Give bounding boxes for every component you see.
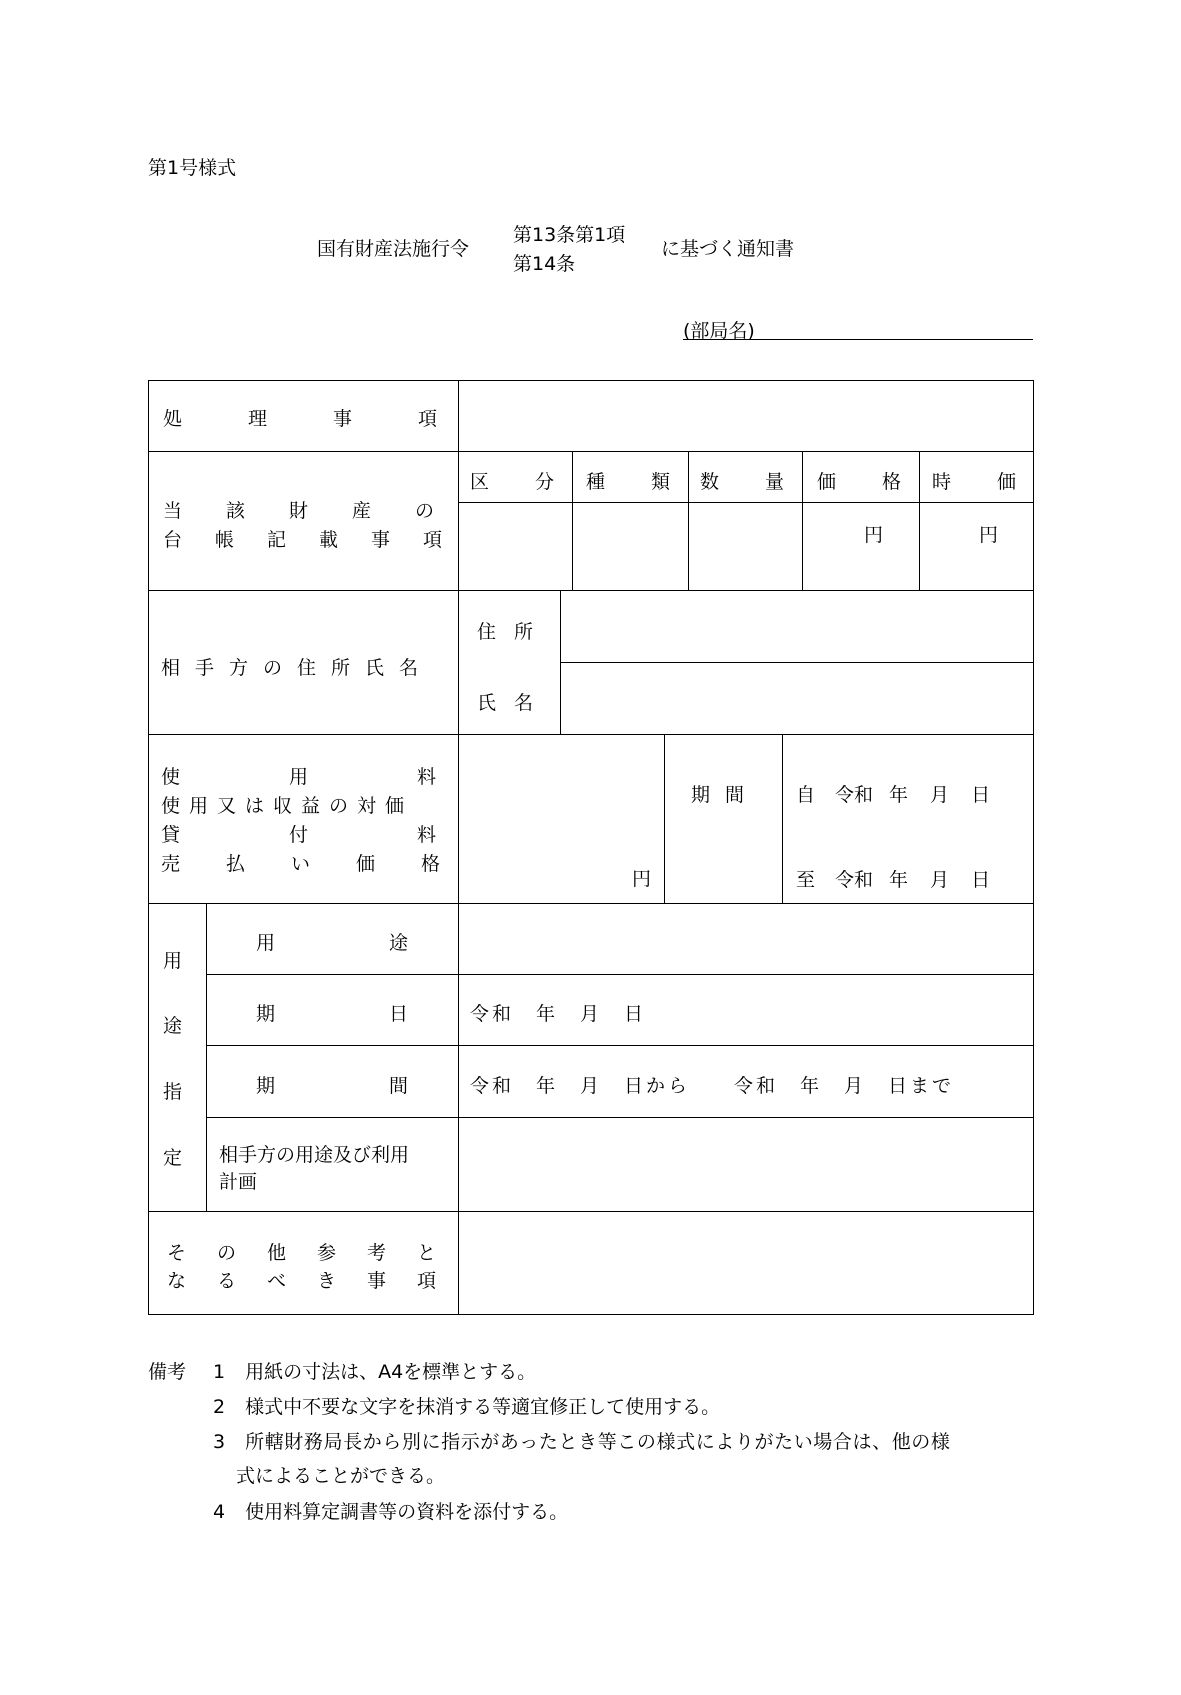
period-value: 令和 年 月 日から 令和 年 月 日まで xyxy=(470,1075,955,1097)
fee-labels xyxy=(161,763,546,879)
ledger-label-2: 台帳記載事項 xyxy=(163,529,476,551)
designation-char: 途 xyxy=(163,1015,183,1037)
form-number: 第1号様式 xyxy=(148,157,237,179)
note-item: 3 所轄財務局長から別に指示があったとき等この様式によりがたい場合は、他の様 xyxy=(213,1431,951,1453)
processing-label: 処理事項 xyxy=(163,408,504,430)
plan-label-1: 相手方の用途及び利用 xyxy=(219,1144,410,1166)
note-item-continued: 式によることができる。 xyxy=(236,1465,446,1487)
header-type: 種類 xyxy=(586,471,717,493)
address-field[interactable] xyxy=(562,592,1032,661)
title-article-2: 第14条 xyxy=(513,253,576,275)
other-label-2: なるべき事項 xyxy=(167,1270,468,1292)
name-label: 氏名 xyxy=(477,692,552,714)
deadline-value: 令和 年 月 日 xyxy=(470,1003,647,1025)
processing-field[interactable] xyxy=(460,383,1030,449)
address-label: 住所 xyxy=(477,621,552,643)
note-item: 2 様式中不要な文字を抹消する等適宜修正して使用する。 xyxy=(213,1396,721,1418)
other-field[interactable] xyxy=(460,1213,1030,1311)
fee-line: 貸付料 xyxy=(161,824,546,846)
bureau-underline[interactable] xyxy=(683,339,1033,340)
designation-char: 用 xyxy=(163,950,183,972)
price-yen: 円 xyxy=(864,524,884,546)
period-label-2: 期間 xyxy=(256,1075,523,1097)
plan-label-2: 計画 xyxy=(219,1171,258,1193)
title-prefix: 国有財産法施行令 xyxy=(317,238,470,260)
ledger-label-1: 当該財産の xyxy=(163,500,479,522)
note-item: 1 用紙の寸法は、A4を標準とする。 xyxy=(213,1361,537,1383)
notes-label: 備考 xyxy=(148,1361,187,1383)
header-category: 区分 xyxy=(470,471,601,493)
designation-char: 指 xyxy=(163,1081,183,1103)
period-to: 至 令和 年 月 日 xyxy=(796,869,991,891)
other-label-1: その他参考と xyxy=(167,1242,468,1264)
deadline-label: 期日 xyxy=(256,1003,523,1025)
party-label: 相手方の住所氏名 xyxy=(161,657,434,679)
designation-char: 定 xyxy=(163,1147,183,1169)
title-suffix: に基づく通知書 xyxy=(661,238,795,260)
fee-line: 売払い価格 xyxy=(161,853,487,875)
header-market-value: 時価 xyxy=(932,471,1063,493)
title-article-1: 第13条第1項 xyxy=(513,224,626,246)
purpose-field[interactable] xyxy=(460,905,1030,972)
plan-field[interactable] xyxy=(460,1119,1030,1209)
header-quantity: 数量 xyxy=(700,471,831,493)
fee-line: 使用料 xyxy=(161,766,546,788)
period-from: 自 令和 年 月 日 xyxy=(796,784,991,806)
header-price: 価格 xyxy=(817,471,948,493)
period-label: 期間 xyxy=(691,784,760,806)
note-item: 4 使用料算定調書等の資料を添付する。 xyxy=(213,1501,569,1523)
bureau-label: (部局名) xyxy=(683,320,755,342)
market-value-yen: 円 xyxy=(979,524,999,546)
purpose-label: 用途 xyxy=(256,932,523,954)
fee-yen: 円 xyxy=(632,868,652,890)
fee-line: 使用又は収益の対価 xyxy=(161,795,414,817)
name-field[interactable] xyxy=(562,664,1032,733)
